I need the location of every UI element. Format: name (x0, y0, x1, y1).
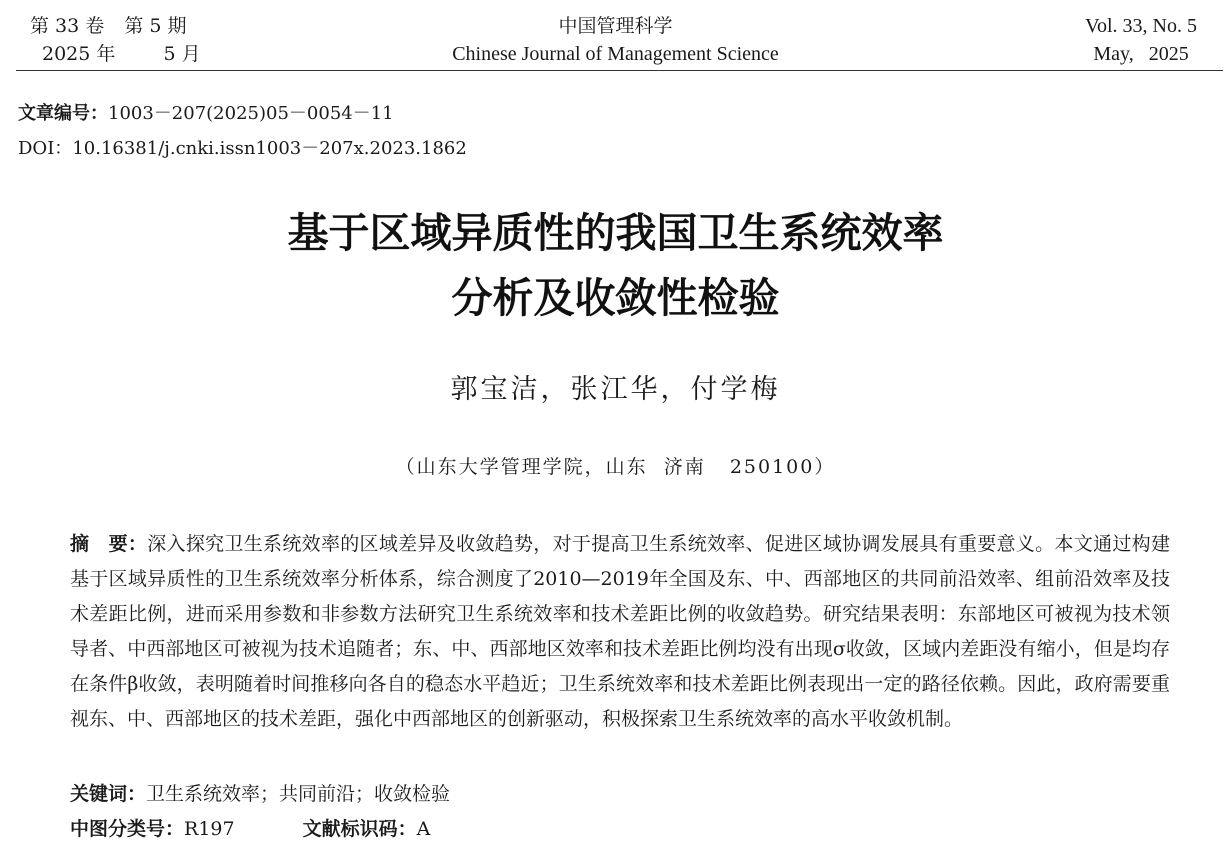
authors: 郭宝洁，张江华，付学梅 (450, 374, 781, 405)
abstract-label: 摘 要： (70, 533, 148, 555)
title-line-1: 基于区域异质性的我国卫生系统效率 (287, 209, 944, 257)
title-line-2: 分析及收敛性检验 (451, 274, 780, 322)
clc-value: R197 (184, 818, 235, 840)
issue-cn: 第 5 期 (124, 15, 187, 37)
abstract-text: 深入探究卫生系统效率的区域差异及收敛趋势，对于提高卫生系统效率、促进区域协调发展具有重要意义。本文通过构建基于区域异质性的卫生系统效率分析体系，综合测度了2010—2019年全国及东、中、西部地区的共同前沿效率、组前沿效率及技术差距比例，进而采用参数和非参数方法研究卫生系统效率和技术差距比例的收敛趋势。研究结果表明：东部地区可被视为技术领导者、中西部地区可被视为技术追随者；东、中、西部地区效率和技术差距比例均没有出现σ收敛，区域内差距没有缩小，但是均存在条件β收敛，表明随着时间推移向各自的稳态水平趋近；卫生系统效率和技术差距比例表现出一定的路径依赖。因此，政府需要重视东、中、西部地区的技术差距，强化中西部地区的创新驱动，积极探索卫生系统效率的高水平收敛机制。 (70, 533, 1170, 730)
doc-code-value: A (416, 818, 431, 840)
volume-cn: 第 33 卷 (30, 15, 105, 37)
affiliation: （山东大学管理学院，山东 济南 250100） (395, 456, 836, 478)
journal-name-cn: 中国管理科学 (558, 15, 673, 37)
journal-name-en: Chinese Journal of Management Science (452, 43, 779, 65)
keywords (70, 781, 450, 807)
doi (18, 136, 467, 162)
article-number (18, 101, 394, 127)
doi-value: 10.16381/j.cnki.issn1003－207x.2023.1862 (72, 138, 467, 159)
abstract (70, 527, 1170, 737)
keywords-text: 卫生系统效率；共同前沿；收敛检验 (146, 783, 451, 805)
keywords-label: 关键词： (70, 783, 147, 805)
doi-label: DOI： (18, 138, 73, 159)
article-number-label: 文章编号： (18, 103, 108, 124)
year-cn: 2025 年 (42, 43, 116, 65)
date-en: May, 2025 (1093, 43, 1189, 65)
header-right (1085, 12, 1197, 68)
month-cn: 5 月 (163, 43, 201, 65)
header-rule (16, 70, 1223, 71)
article-number-value: 1003－207(2025)05－0054－11 (108, 103, 394, 124)
doc-code-label: 文献标识码： (302, 818, 417, 840)
classification (70, 816, 430, 842)
header-center (0, 12, 1231, 68)
clc-label: 中图分类号： (70, 818, 185, 840)
volume-en: Vol. 33, No. 5 (1085, 15, 1197, 37)
